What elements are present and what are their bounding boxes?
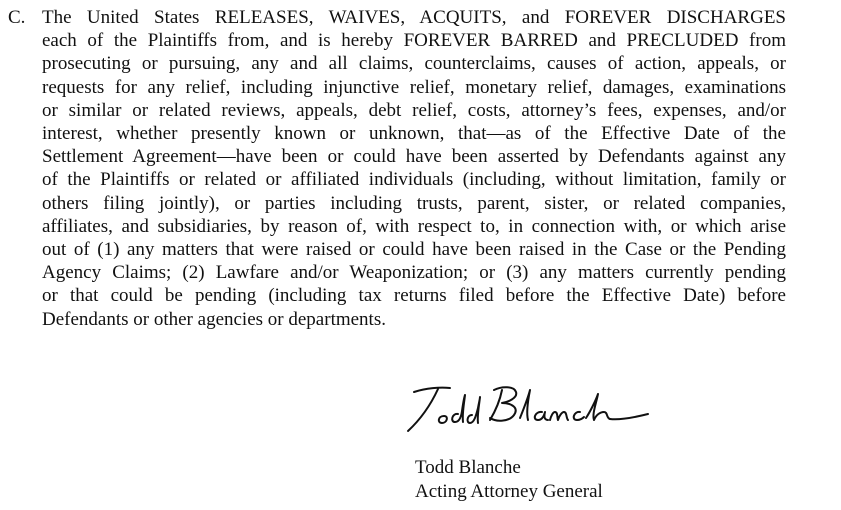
signer-name: Todd Blanche [415, 457, 521, 478]
clause-line: others filing jointly), or parties including trusts, parent, sister, or related companies, [42, 192, 786, 214]
clause-line: The United States RELEASES, WAIVES, ACQUITS, and FOREVER DISCHARGES [42, 7, 786, 28]
clause-line: Defendants or other agencies or departments. [42, 308, 386, 330]
clause-line: out of (1) any matters that were raised or could have been raised in the Case or the Pending [42, 239, 786, 261]
clause-marker: C. [8, 7, 26, 28]
clause-line: requests for any relief, including injunctive relief, monetary relief, damages, examinations [42, 76, 786, 98]
clause-line: Settlement Agreement—have been or could have been asserted by Defendants against any [42, 146, 786, 168]
signer-title: Acting Attorney General [415, 481, 603, 502]
clause-line: each of the Plaintiffs from, and is hereby FOREVER BARRED and PRECLUDED from [42, 30, 786, 52]
clause-line: Agency Claims; (2) Lawfare and/or Weaponization; or (3) any matters currently pending [42, 262, 786, 284]
clause-text [42, 6, 786, 331]
clause-line: or that could be pending (including tax returns filed before the Effective Date) before [42, 285, 786, 307]
signature-image [392, 378, 654, 438]
clause-line: or similar or related reviews, appeals, debt relief, costs, attorney’s fees, expenses, and/or [42, 99, 786, 121]
clause-line: affiliates, and subsidiaries, by reason of, with respect to, in connection with, or which arise [42, 215, 786, 237]
clause-line: prosecuting or pursuing, any and all claims, counterclaims, causes of action, appeals, or [42, 53, 786, 75]
clause-line: interest, whether presently known or unknown, that—as of the Effective Date of the [42, 123, 786, 145]
clause-line: of the Plaintiffs or related or affiliated individuals (including, without limitation, family or [42, 169, 786, 191]
handwritten-signature [392, 378, 654, 438]
